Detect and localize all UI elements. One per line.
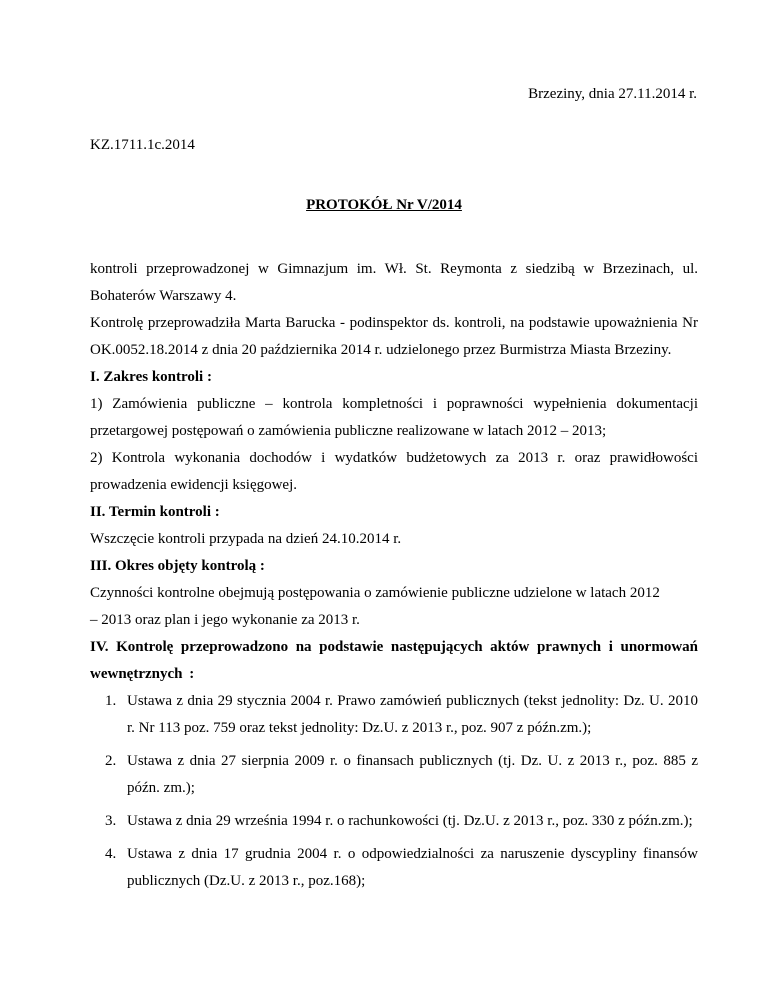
term-text: Wszczęcie kontroli przypada na dzień 24.10.2014 r.: [90, 531, 402, 547]
legal-act-item: [90, 808, 698, 835]
intro-paragraph-2: Kontrolę przeprowadziła Marta Barucka - podinspektor ds. kontroli, na podstawie upoważnienia Nr OK.0052.18.2014 z dnia 20 października 2014 r. udzielonego przez Burmistrza Miasta Brzeziny.: [90, 315, 698, 358]
legal-act-text: Ustawa z dnia 29 stycznia 2004 r. Prawo zamówień publicznych (tekst jednolity: Dz. U. 2010 r. Nr 113 poz. 759 oraz tekst jednolity: Dz.U. z 2013 r., poz. 907 z późn.zm.);: [127, 693, 698, 736]
intro-paragraph-1: kontroli przeprowadzonej w Gimnazjum im. Wł. St. Reymonta z siedzibą w Brzezinach, ul. Bohaterów Warszawy 4.: [90, 261, 698, 304]
scope-item-1: 1) Zamówienia publiczne – kontrola kompletności i poprawności wypełnienia dokumentacji przetargowej postępowań o zamówienia publiczne realizowane w latach 2012 – 2013;: [90, 396, 698, 439]
legal-act-number: 2.: [105, 753, 117, 769]
period-line-2: – 2013 oraz plan i jego wykonanie za 2013 r.: [90, 612, 360, 628]
section-basis-heading: IV. Kontrolę przeprowadzono na podstawie następujących aktów prawnych i unormowań wewnętrznych :: [90, 639, 698, 682]
section-scope-heading: I. Zakres kontroli :: [90, 369, 212, 385]
legal-act-item: [90, 748, 698, 802]
period-line-1: Czynności kontrolne obejmują postępowania o zamówienie publiczne udzielone w latach 2012: [90, 585, 660, 601]
reference-number: KZ.1711.1c.2014: [90, 137, 195, 153]
legal-act-number: 3.: [105, 813, 117, 829]
legal-act-text: Ustawa z dnia 27 sierpnia 2009 r. o finansach publicznych (tj. Dz. U. z 2013 r., poz. 885 z późn. zm.);: [127, 753, 698, 796]
legal-act-text: Ustawa z dnia 29 września 1994 r. o rachunkowości (tj. Dz.U. z 2013 r., poz. 330 z późn.zm.);: [127, 813, 693, 829]
protocol-title: PROTOKÓŁ Nr V/2014: [306, 197, 462, 213]
section-term-heading: II. Termin kontroli :: [90, 504, 220, 520]
legal-act-text: Ustawa z dnia 17 grudnia 2004 r. o odpowiedzialności za naruszenie dyscypliny finansów publicznych (Dz.U. z 2013 r., poz.168);: [127, 846, 698, 889]
legal-act-number: 4.: [105, 846, 117, 862]
section-period-heading: III. Okres objęty kontrolą :: [90, 558, 265, 574]
place-date: Brzeziny, dnia 27.11.2014 r.: [528, 86, 697, 102]
legal-act-item: [90, 688, 698, 742]
legal-act-item: [90, 841, 698, 895]
legal-acts-list: [90, 688, 698, 895]
legal-act-number: 1.: [105, 693, 117, 709]
protocol-body: [90, 256, 698, 901]
scope-item-2: 2) Kontrola wykonania dochodów i wydatków budżetowych za 2013 r. oraz prawidłowości prowadzenia ewidencji księgowej.: [90, 450, 698, 493]
